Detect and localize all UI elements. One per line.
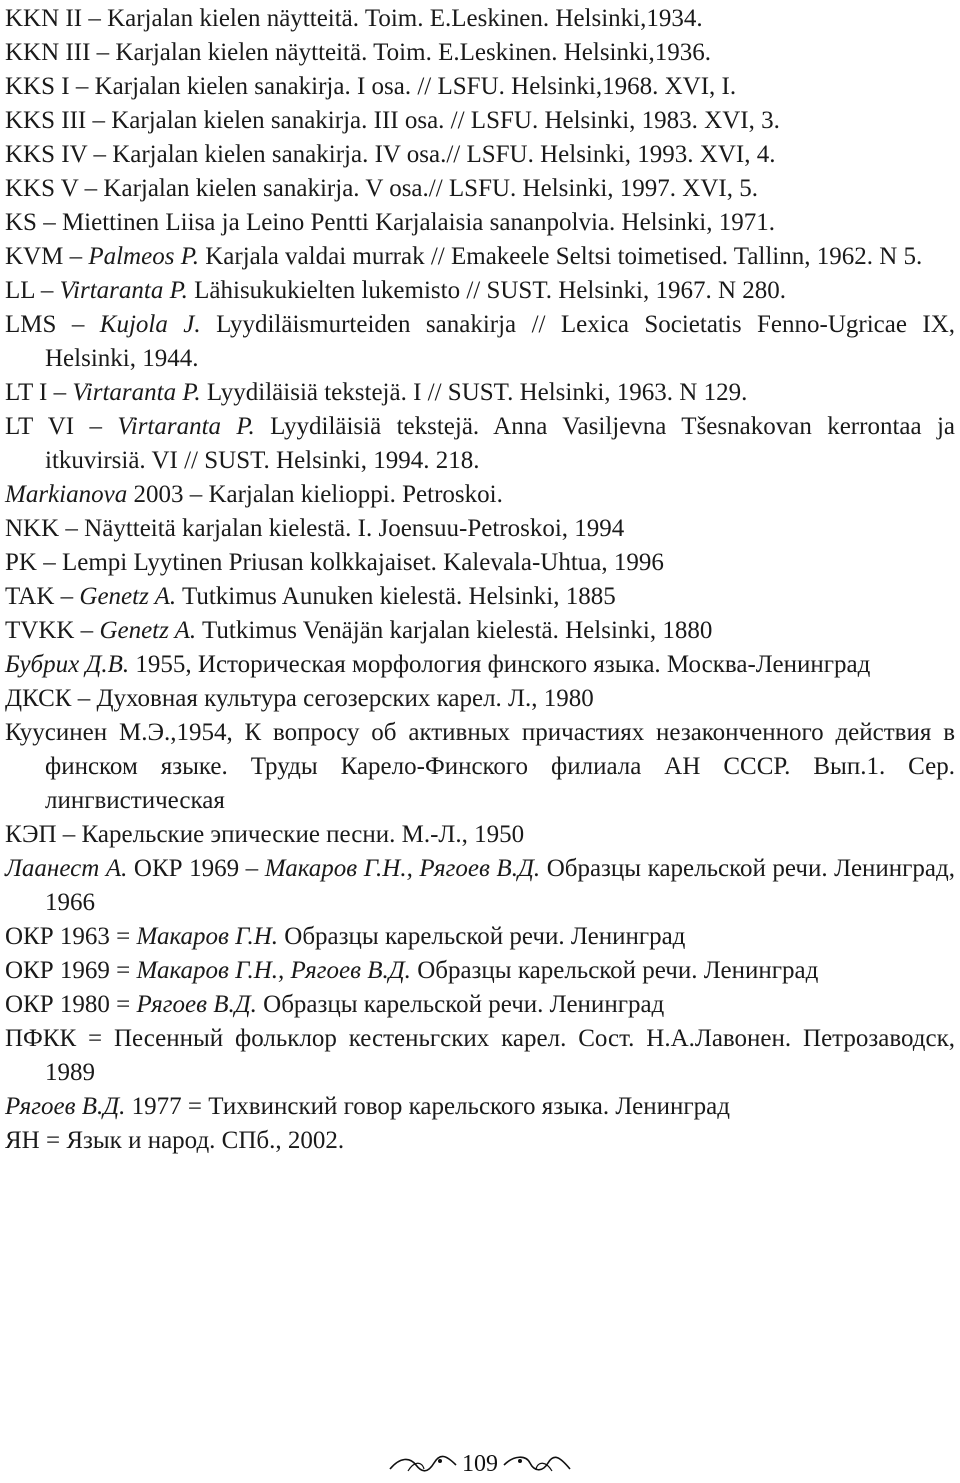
bibliography-entry — [5, 716, 955, 818]
bibliography-entry — [5, 648, 955, 682]
author-name: Бубрих Д.В. — [5, 651, 130, 678]
entry-text: KKS V – Karjalan kielen sanakirja. V osa.// LSFU. Helsinki, 1997. XVI, 5. — [5, 175, 758, 202]
bibliography-entry — [5, 818, 955, 852]
author-name: Genetz A. — [79, 583, 177, 610]
page-footer — [0, 1448, 960, 1480]
entry-text: Образцы карельской речи. Ленинград — [410, 957, 819, 984]
entry-text: LMS – — [5, 311, 100, 338]
entry-text: TAK – — [5, 583, 80, 610]
author-name: Virtaranta P. — [59, 277, 188, 304]
bibliography-entry — [5, 308, 955, 376]
author-name: Palmeos P. — [88, 243, 199, 270]
entry-text: 2003 – Karjalan kielioppi. Petroskoi. — [127, 481, 503, 508]
author-name: Genetz A. — [99, 617, 197, 644]
author-name: Макаров Г.Н., Рягоев В.Д. — [264, 855, 541, 882]
entry-text: KKS III – Karjalan kielen sanakirja. III osa. // LSFU. Helsinki, 1983. XVI, 3. — [5, 107, 780, 134]
bibliography-entry — [5, 2, 955, 36]
entry-text: Образцы карельской речи. Ленинград, 1966 — [45, 855, 955, 916]
entry-text: ДКСК – Духовная культура сегозерских карел. Л., 1980 — [5, 685, 594, 712]
bibliography-entry — [5, 172, 955, 206]
bibliography-entry — [5, 1124, 955, 1158]
bibliography-entry — [5, 376, 955, 410]
bibliography-entry — [5, 274, 955, 308]
entry-text: КЭП – Карельские эпические песни. М.-Л., 1950 — [5, 821, 525, 848]
author-name: Virtaranta P. — [117, 413, 255, 440]
bibliography-entry — [5, 682, 955, 716]
entry-text: KKS IV – Karjalan kielen sanakirja. IV osa.// LSFU. Helsinki, 1993. XVI, 4. — [5, 141, 776, 168]
entry-text: ПФКК = Песенный фольклор кестеньгских карел. Сост. Н.А.Лавонен. Петрозаводск, 1989 — [5, 1025, 955, 1086]
author-name: Рягоев В.Д. — [5, 1093, 126, 1120]
flourish-right-icon — [502, 1453, 572, 1475]
entry-text: 1977 = Тихвинский говор карельского языка. Ленинград — [125, 1093, 730, 1120]
entry-text: LL – — [5, 277, 60, 304]
entry-text: KKS I – Karjalan kielen sanakirja. I osa. // LSFU. Helsinki,1968. XVI, I. — [5, 73, 737, 100]
entry-text: ОКР 1969 = — [5, 957, 137, 984]
bibliography-entry — [5, 240, 955, 274]
bibliography-entry — [5, 512, 955, 546]
bibliography-entry — [5, 70, 955, 104]
author-name: Лаанест А. — [5, 855, 128, 882]
author-name: Макаров Г.Н., Рягоев В.Д. — [136, 957, 411, 984]
flourish-left-icon — [388, 1453, 458, 1475]
entry-text: Tutkimus Venäjän karjalan kielestä. Helsinki, 1880 — [196, 617, 713, 644]
entry-text: KKN II – Karjalan kielen näytteitä. Toim. E.Leskinen. Helsinki,1934. — [5, 5, 703, 32]
bibliography-entry — [5, 138, 955, 172]
entry-text: ОКР 1980 = — [5, 991, 137, 1018]
entry-text: Tutkimus Aunuken kielestä. Helsinki, 1885 — [176, 583, 616, 610]
entry-text: Lähisukukielten lukemisto // SUST. Helsinki, 1967. N 280. — [187, 277, 787, 304]
entry-text: Образцы карельской речи. Ленинград — [256, 991, 665, 1018]
entry-text: NKK – Näytteitä karjalan kielestä. I. Joensuu-Petroskoi, 1994 — [5, 515, 625, 542]
bibliography-entry — [5, 580, 955, 614]
author-name: Markianova — [5, 481, 128, 508]
entry-text: TVKK – — [5, 617, 100, 644]
bibliography-entry — [5, 852, 955, 920]
bibliography-entry — [5, 36, 955, 70]
author-name: Рягоев В.Д. — [136, 991, 257, 1018]
author-name: Макаров Г.Н. — [136, 923, 279, 950]
bibliography-entry — [5, 988, 955, 1022]
entry-text: Karjala valdai murrak // Emakeele Seltsi toimetised. Tallinn, 1962. N 5. — [199, 243, 923, 270]
entry-text: 1955, Историческая морфология финского языка. Москва-Ленинград — [129, 651, 871, 678]
entry-text: ОКР 1969 – — [127, 855, 265, 882]
bibliography-entry — [5, 1022, 955, 1090]
entry-text: Lyydiläismurteiden sanakirja // Lexica Societatis Fenno-Ugricae IX, Helsinki, 1944. — [45, 311, 955, 372]
entry-text: Lyydiläisiä tekstejä. I // SUST. Helsinki, 1963. N 129. — [200, 379, 748, 406]
bibliography-entry — [5, 1090, 955, 1124]
entry-text: KKN III – Karjalan kielen näytteitä. Toim. E.Leskinen. Helsinki,1936. — [5, 39, 711, 66]
entry-text: Куусинен М.Э.,1954, К вопросу об активных причастиях незаконченного действия в финском языке. Труды Карело-Финского филиала АН СССР. Вып.1. Сер. лингвистическая — [5, 719, 955, 814]
bibliography-entry — [5, 546, 955, 580]
entry-text: KVM – — [5, 243, 89, 270]
bibliography-entry — [5, 614, 955, 648]
bibliography-entry — [5, 954, 955, 988]
entry-text: LT VI – — [5, 413, 118, 440]
bibliography-entry — [5, 410, 955, 478]
entry-text: PK – Lempi Lyytinen Priusan kolkkajaiset. Kalevala-Uhtua, 1996 — [5, 549, 664, 576]
bibliography-entry — [5, 104, 955, 138]
bibliography-entry — [5, 920, 955, 954]
bibliography-list — [5, 2, 955, 1158]
page-number: 109 — [462, 1450, 498, 1477]
entry-text: Lyydiläisiä tekstejä. Anna Vasiljevna Tšesnakovan kerrontaa ja itkuvirsiä. VI // SUST. Helsinki, 1994. 218. — [45, 413, 955, 474]
entry-text: KS – Miettinen Liisa ja Leino Pentti Karjalaisia sananpolvia. Helsinki, 1971. — [5, 209, 775, 236]
entry-text: ЯН = Язык и народ. СПб., 2002. — [5, 1127, 345, 1154]
entry-text: LT I – — [5, 379, 73, 406]
author-name: Virtaranta P. — [72, 379, 201, 406]
entry-text: Образцы карельской речи. Ленинград — [278, 923, 686, 950]
entry-text: ОКР 1963 = — [5, 923, 137, 950]
author-name: Kujola J. — [99, 311, 201, 338]
bibliography-entry — [5, 478, 955, 512]
bibliography-entry — [5, 206, 955, 240]
